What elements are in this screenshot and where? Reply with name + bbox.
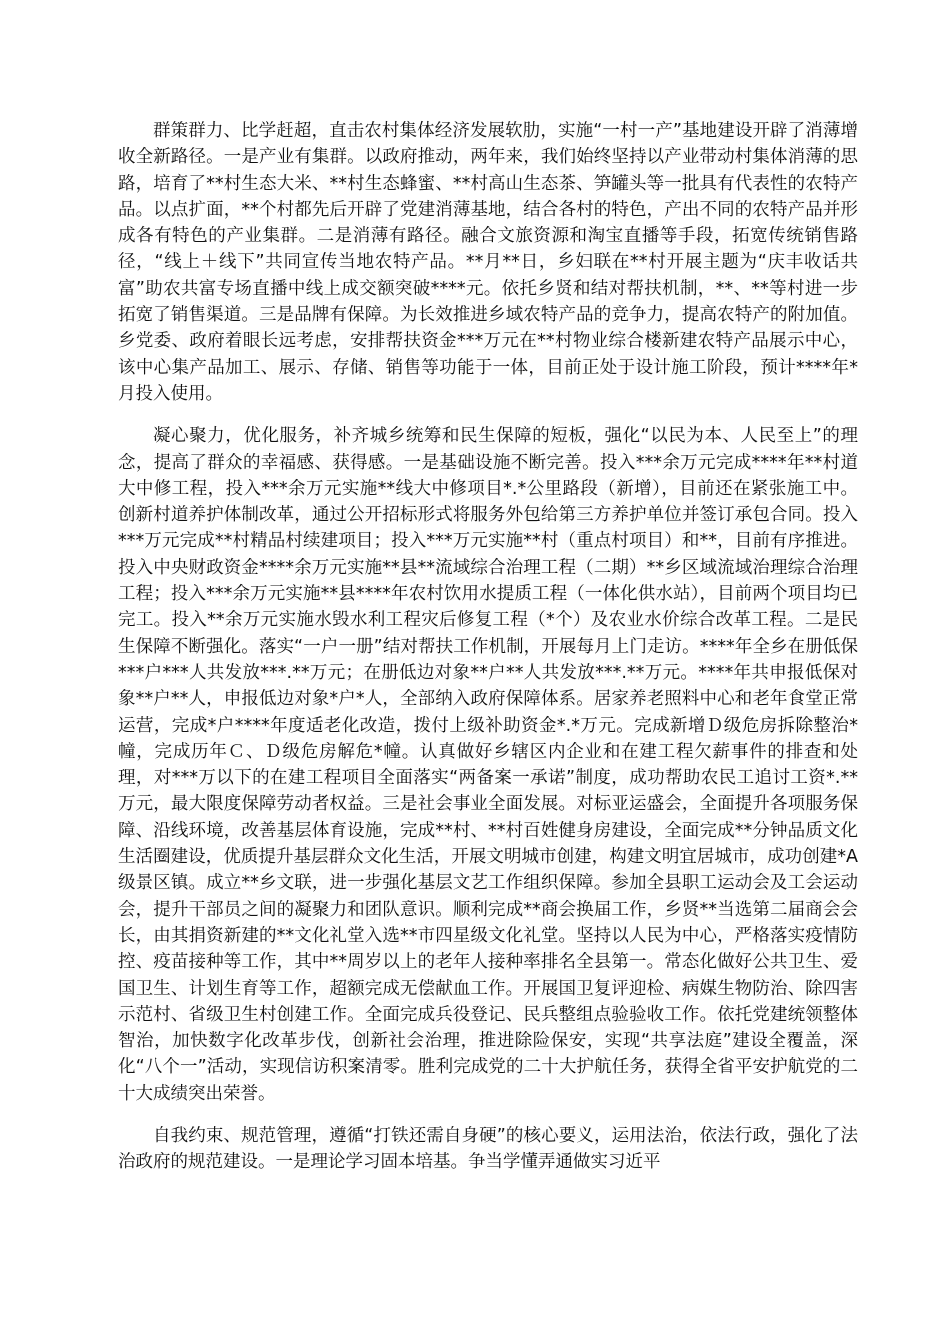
paragraph-collective-economy: 群策群力、比学赶超，直击农村集体经济发展软肋，实施“一村一产”基地建设开辟了消薄增收全新路径。一是产业有集群。以政府推动，两年来，我们始终坚持以产业带动村集体消薄的思路，培育了**村生态大米、**村生态蜂蜜、**村高山生态茶、笋罐头等一批具有代表性的农特产品。以点扩面，**个村都先后开辟了党建消薄基地，结合各村的特色，产出不同的农特产品并形成各有特色的产业集群。二是消薄有路径。融合文旅资源和淘宝直播等手段，拓宽传统销售路径，“线上＋线下”共同宣传当地农特产品。**月**日，乡妇联在**村开展主题为“庆丰收话共富”助农共富专场直播中线上成交额突破****元。依托乡贤和结对帮扶机制，**、**等村进一步拓宽了销售渠道。三是品牌有保障。为长效推进乡域农特产品的竞争力，提高农特产的附加值。乡党委、政府着眼长远考虑，安排帮扶资金***万元在**村物业综合楼新建农特产品展示中心，该中心集产品加工、展示、存储、销售等功能于一体，目前正处于设计施工阶段，预计****年*月投入使用。 [118, 121, 858, 404]
paragraph-public-services: 凝心聚力，优化服务，补齐城乡统筹和民生保障的短板，强化“以民为本、人民至上”的理念，提高了群众的幸福感、获得感。一是基础设施不断完善。投入***余万元完成****年**村道大中修工程，投入***余万元实施**线大中修项目*.*公里路段（新增），目前还在紧张施工中。创新村道养护体制改革，通过公开招标形式将服务外包给第三方养护单位并签订承包合同。投入***万元完成**村精品村续建项目；投入***万元实施**村（重点村项目）和**，目前有序推进。投入中央财政资金****余万元实施**县**流域综合治理工程（二期）**乡区域流域治理综合治理工程；投入***余万元实施**县****年农村饮用水提质工程（一体化供水站），目前两个项目均已完工。投入**余万元实施水毁水利工程灾后修复工程（*个）及农业水价综合改革工程。二是民生保障不断强化。落实“一户一册”结对帮扶工作机制，开展每月上门走访。****年全乡在册低保***户***人共发放***.**万元；在册低边对象**户**人共发放***.**万元。****年共申报低保对象**户**人，申报低边对象*户*人，全部纳入政府保障体系。居家养老照料中心和老年食堂正常运营，完成*户****年度适老化改造，拨付上级补助资金*.*万元。完成新增Ｄ级危房拆除整治*幢，完成历年Ｃ、Ｄ级危房解危*幢。认真做好乡辖区内企业和在建工程欠薪事件的排查和处理，对***万以下的在建工程项目全面落实“两备案一承诺”制度，成功帮助农民工追讨工资*.**万元，最大限度保障劳动者权益。三是社会事业全面发展。对标亚运盛会，全面提升各项服务保障、沿线环境，改善基层体育设施，完成**村、**村百姓健身房建设，全面完成**分钟品质文化生活圈建设，优质提升基层群众文化生活，开展文明城市创建，构建文明宜居城市，成功创建*A级景区镇。成立**乡文联，进一步强化基层文艺工作组织保障。参加全县职工运动会及工会运动会，提升干部员之间的凝聚力和团队意识。顺利完成**商会换届工作，乡贤**当选第二届商会会长，由其捐资新建的**文化礼堂入选**市四星级文化礼堂。坚持以人民为中心，严格落实疫情防控、疫苗接种等工作，其中**周岁以上的老年人接种率排名全县第一。常态化做好公共卫生、爱国卫生、计划生育等工作，超额完成无偿献血工作。开展国卫复评迎检、病媒生物防治、除四害示范村、省级卫生村创建工作。全面完成兵役登记、民兵整组点验验收工作。依托党建统领整体智治，加快数字化改革步伐，创新社会治理，推进除险保安，实现“共享法庭”建设全覆盖，深化“八个一”活动，实现信访积案清零。胜利完成党的二十大护航任务，获得全省平安护航党的二十大成绩突出荣誉。 [118, 426, 858, 1104]
paragraph-rule-of-law: 自我约束、规范管理，遵循“打铁还需自身硬”的核心要义，运用法治，依法行政，强化了法治政府的规范建设。一是理论学习固本培基。争当学懂弄通做实习近平 [118, 1125, 858, 1173]
document-body [118, 118, 858, 1192]
